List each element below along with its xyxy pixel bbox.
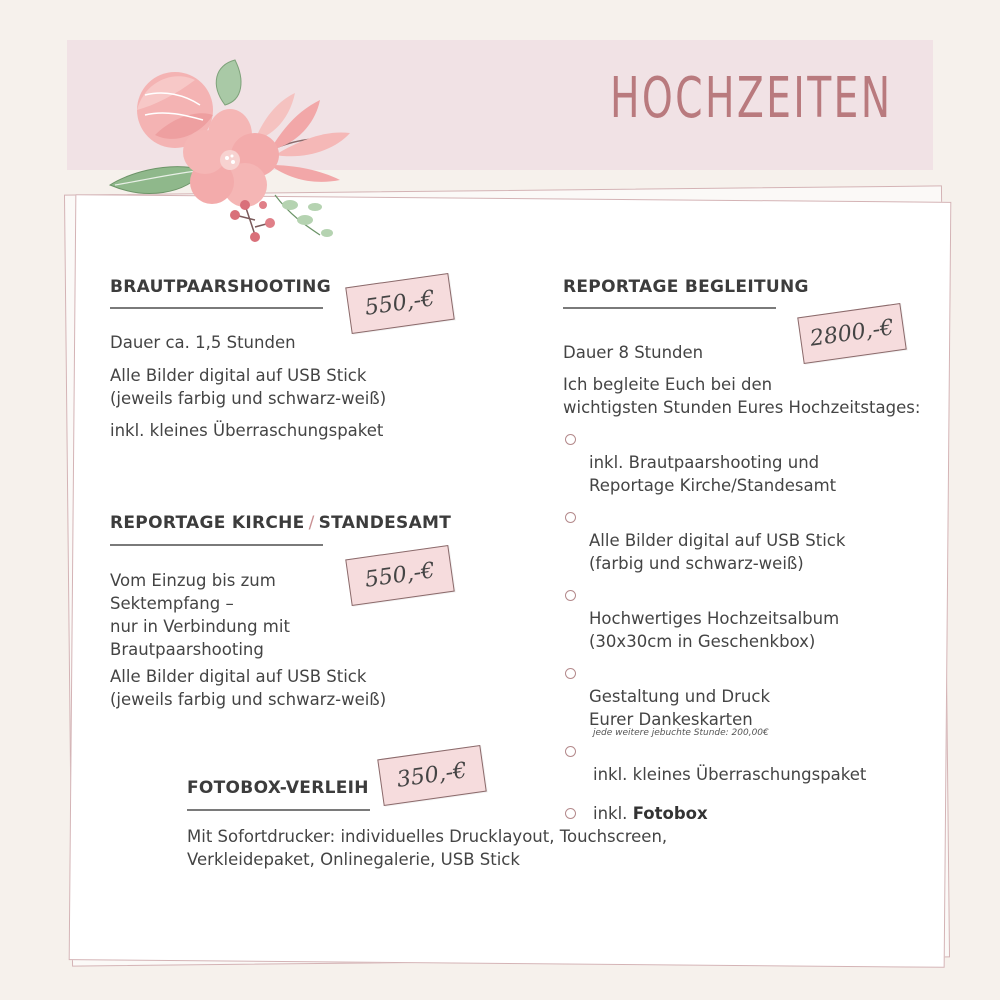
brautpaar-digital: Alle Bilder digital auf USB Stick (jeweils farbig und schwarz-weiß)	[110, 366, 387, 408]
kirche-heading-a: REPORTAGE KIRCHE	[110, 513, 305, 533]
reportage-rule	[563, 307, 776, 309]
fotobox-description: Mit Sofortdrucker: individuelles Drucklayout, Touchscreen, Verkleidepaket, Onlinegalerie, USB Stick	[187, 827, 668, 869]
page-title: HOCHZEITEN	[610, 66, 893, 131]
flower-decoration-icon	[105, 55, 365, 255]
fotobox-rule	[187, 809, 370, 811]
list-item: Gestaltung und Druck Eurer Dankeskarten	[563, 662, 943, 731]
fotobox-price-tag: 350,-€	[377, 745, 487, 806]
bullet-circle-icon	[565, 590, 576, 601]
fotobox-heading: FOTOBOX-VERLEIH	[187, 778, 369, 798]
reportage-feature-list	[563, 428, 943, 825]
list-item: inkl. Brautpaarshooting und Reportage Kirche/Standesamt	[563, 428, 943, 497]
kirche-heading-b: STANDESAMT	[318, 513, 452, 533]
reportage-intro: Ich begleite Euch bei den wichtigsten Stunden Eures Hochzeitstages:	[563, 375, 921, 417]
bullet-circle-icon	[565, 512, 576, 523]
bullet-circle-icon	[565, 808, 576, 819]
brautpaar-price-tag: 550,-€	[345, 273, 455, 334]
kirche-heading-separator: /	[308, 513, 315, 533]
list-item: inkl. Fotobox	[563, 802, 943, 825]
reportage-heading: REPORTAGE BEGLEITUNG	[563, 277, 809, 297]
extra-hour-note: jede weitere jebuchte Stunde: 200,00€	[593, 728, 769, 738]
reportage-duration: Dauer 8 Stunden	[563, 343, 704, 362]
brautpaar-rule	[110, 307, 323, 309]
brautpaar-duration: Dauer ca. 1,5 Stunden	[110, 333, 296, 352]
bullet-circle-icon	[565, 746, 576, 757]
kirche-price-tag: 550,-€	[345, 545, 455, 606]
brautpaar-extra: inkl. kleines Überraschungspaket	[110, 421, 384, 440]
bullet-circle-icon	[565, 668, 576, 679]
reportage-price-tag: 2800,-€	[797, 303, 907, 364]
bullet-circle-icon	[565, 434, 576, 445]
kirche-rule	[110, 544, 323, 546]
kirche-digital: Alle Bilder digital auf USB Stick (jeweils farbig und schwarz-weiß)	[110, 667, 387, 709]
list-item: Hochwertiges Hochzeitsalbum (30x30cm in Geschenkbox)	[563, 584, 943, 653]
list-item: Alle Bilder digital auf USB Stick (farbig und schwarz-weiß)	[563, 506, 943, 575]
kirche-description: Vom Einzug bis zum Sektempfang – nur in Verbindung mit Brautpaarshooting	[110, 571, 290, 659]
kirche-heading	[110, 513, 451, 533]
brautpaar-heading: BRAUTPAARSHOOTING	[110, 277, 331, 297]
list-item: inkl. kleines Überraschungspaket	[563, 740, 943, 786]
